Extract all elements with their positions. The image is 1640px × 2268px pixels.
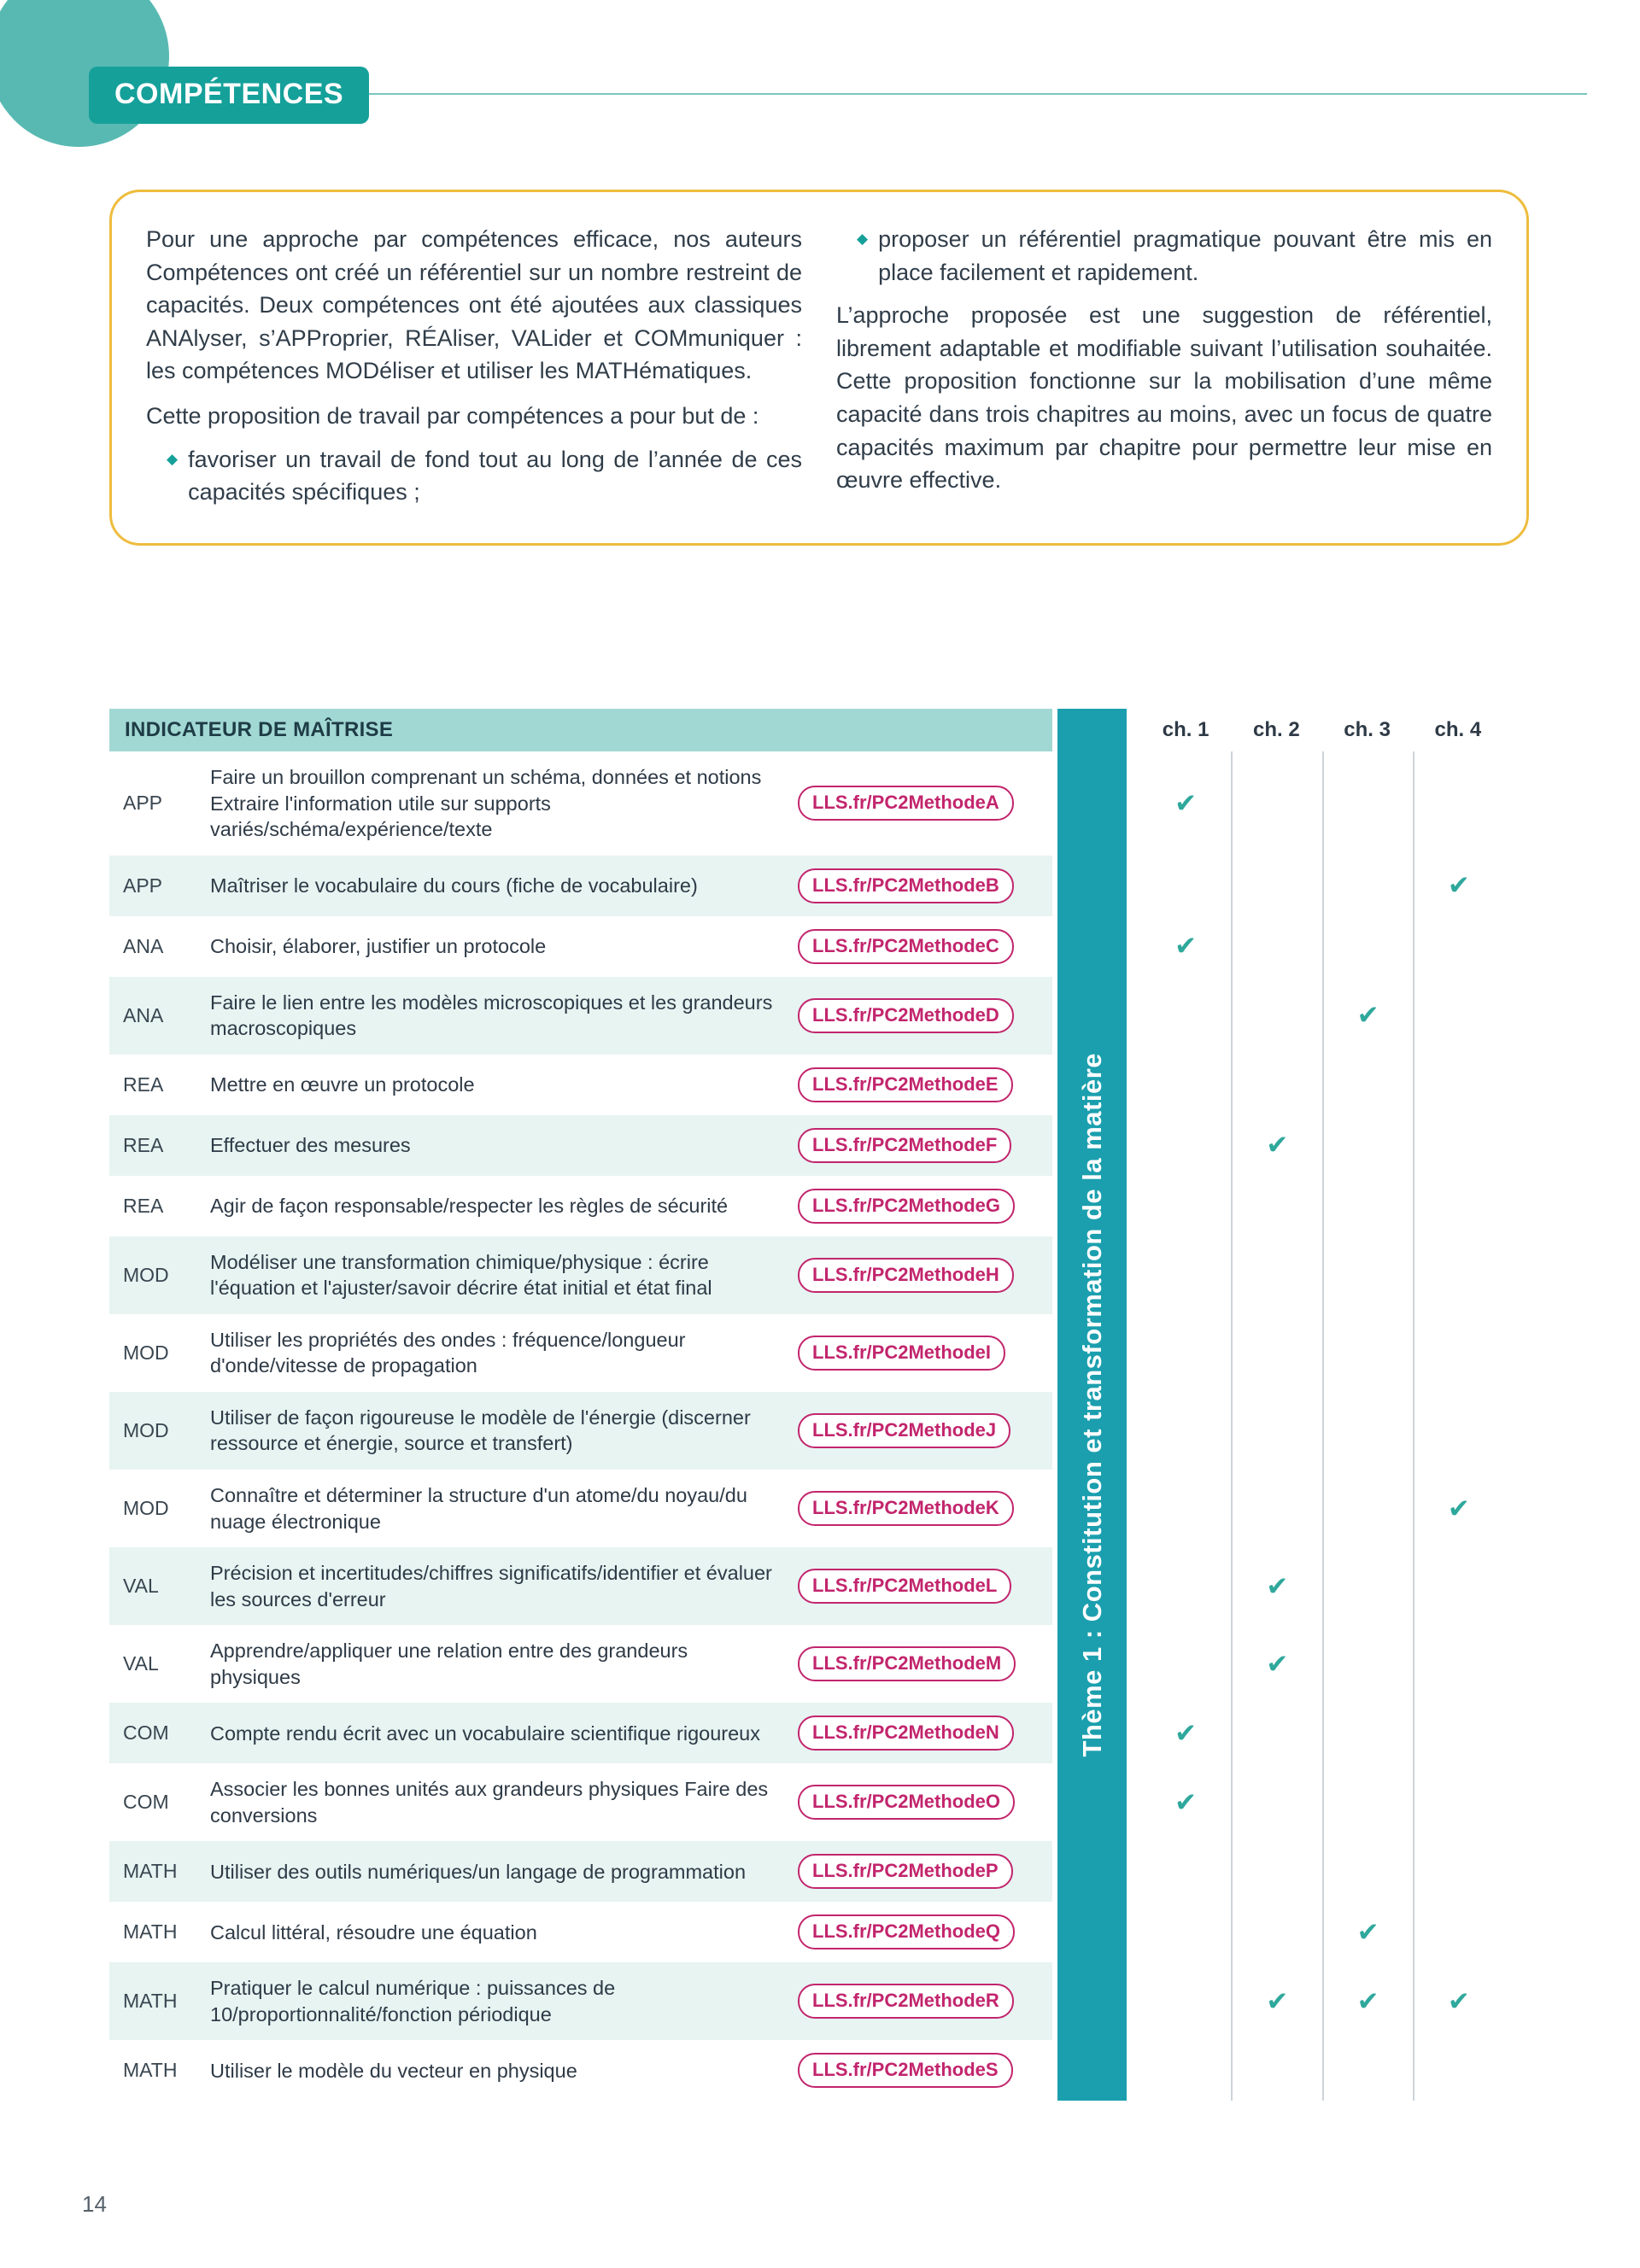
check-cell: [1413, 1902, 1503, 1962]
method-link-pill[interactable]: LLS.fr/PC2MethodeS: [798, 2053, 1013, 2088]
check-icon: ✔: [1322, 977, 1413, 1055]
competency-code: APP: [123, 792, 163, 815]
chapter-column-header: ch. 2: [1253, 718, 1300, 741]
table-row: [109, 1236, 1508, 1314]
bullet-text: proposer un référentiel pragmatique pouvant être mis en place facilement et rapidement.: [878, 226, 1492, 285]
check-cell: [1231, 1703, 1321, 1763]
check-cell: [1413, 1392, 1503, 1470]
indicator-description: Compte rendu écrit avec un vocabulaire scientifique rigoureux: [210, 1721, 760, 1745]
theme-banner: [1057, 709, 1127, 2101]
table-row: [109, 856, 1508, 916]
method-link-pill[interactable]: LLS.fr/PC2MethodeG: [798, 1189, 1015, 1224]
competency-code: MOD: [123, 1418, 169, 1441]
check-cell: [1140, 1841, 1231, 1902]
table-row: [109, 1314, 1508, 1392]
check-cell: [1140, 1236, 1231, 1314]
method-link-pill[interactable]: LLS.fr/PC2MethodeO: [798, 1785, 1015, 1820]
check-icon: ✔: [1174, 931, 1198, 962]
table-row: [109, 916, 1508, 977]
table-row: [109, 1962, 1508, 2040]
check-cell: [1231, 751, 1321, 856]
check-icon: ✔: [1413, 1962, 1503, 2040]
table-row: [109, 1470, 1508, 1547]
theme-banner-label: Thème 1 : Constitution et transformation de la matière: [1076, 1052, 1107, 1757]
check-cell: [1413, 751, 1503, 856]
page-number: 14: [82, 2191, 107, 2217]
check-cell: [1413, 916, 1503, 977]
method-link-pill[interactable]: LLS.fr/PC2MethodeQ: [798, 1914, 1015, 1949]
table-row: [109, 1625, 1508, 1703]
competency-code: APP: [123, 874, 163, 897]
competency-code: MATH: [123, 2059, 178, 2082]
indicator-description: Pratiquer le calcul numérique : puissances de 10/proportionnalité/fonction périodique: [210, 1977, 616, 2025]
competency-code: REA: [123, 1073, 164, 1096]
table-row: [109, 1055, 1508, 1115]
intro-box: [109, 190, 1529, 546]
check-cell: [1140, 1055, 1231, 1115]
indicator-description: Connaître et déterminer la structure d'un atome/du noyau/du nuage électronique: [210, 1484, 747, 1533]
check-cell: [1413, 1841, 1503, 1902]
table-row: [109, 1763, 1508, 1841]
chapter-column-header: ch. 4: [1434, 718, 1482, 741]
check-cell: [1322, 2040, 1413, 2101]
check-cell: [1231, 1314, 1321, 1392]
check-cell: [1322, 1176, 1413, 1236]
check-cell: [1413, 1176, 1503, 1236]
check-cell: [1413, 1547, 1503, 1625]
indicator-description: Associer les bonnes unités aux grandeurs physiques Faire des conversions: [210, 1778, 769, 1827]
check-cell: [1322, 751, 1413, 856]
check-cell: [1413, 1236, 1503, 1314]
check-icon: ✔: [1322, 1962, 1413, 2040]
table-header-title: INDICATEUR DE MAÎTRISE: [109, 709, 1052, 751]
table-row: [109, 1392, 1508, 1470]
check-cell: [1140, 1470, 1231, 1547]
method-link-pill[interactable]: LLS.fr/PC2MethodeP: [798, 1854, 1013, 1889]
intro-bullet-item: [836, 223, 1492, 289]
check-icon: ✔: [1174, 787, 1198, 818]
competency-code: COM: [123, 1791, 169, 1814]
competency-code: MATH: [123, 1860, 178, 1883]
check-cell: [1322, 856, 1413, 916]
indicator-description: Mettre en œuvre un protocole: [210, 1073, 475, 1096]
bullet-text: favoriser un travail de fond tout au long de l’année de ces capacités spécifiques ;: [188, 446, 802, 506]
method-link-pill[interactable]: LLS.fr/PC2MethodeN: [798, 1716, 1014, 1751]
check-cell: [1231, 977, 1321, 1055]
method-link-pill[interactable]: LLS.fr/PC2MethodeC: [798, 929, 1014, 964]
table-row: [109, 977, 1508, 1055]
check-cell: [1413, 1625, 1503, 1703]
competency-code: VAL: [123, 1575, 159, 1598]
check-cell: [1322, 1841, 1413, 1902]
check-cell: [1140, 856, 1231, 916]
indicator-description: Utiliser les propriétés des ondes : fréquence/longueur d'onde/vitesse de propagation: [210, 1328, 686, 1377]
check-icon: ✔: [1174, 1786, 1198, 1817]
check-cell: [1140, 1115, 1231, 1176]
indicator-description: Modéliser une transformation chimique/physique : écrire l'équation et l'ajuster/savoir décrire état initial et état final: [210, 1250, 712, 1300]
check-cell: [1322, 1625, 1413, 1703]
method-link-pill[interactable]: LLS.fr/PC2MethodeK: [798, 1491, 1014, 1526]
competency-code: VAL: [123, 1652, 159, 1675]
indicator-description: Choisir, élaborer, justifier un protocole: [210, 934, 547, 957]
check-cell: [1140, 2040, 1231, 2101]
check-icon: ✔: [1322, 1902, 1413, 1962]
method-link-pill[interactable]: LLS.fr/PC2MethodeF: [798, 1128, 1011, 1163]
intro-left-column: [146, 223, 802, 509]
check-icon: ✔: [1174, 1717, 1198, 1748]
check-cell: [1140, 977, 1231, 1055]
competency-code: MOD: [123, 1497, 169, 1520]
check-icon: ✔: [1413, 1470, 1503, 1547]
check-cell: [1231, 2040, 1321, 2101]
check-icon: ✔: [1231, 1962, 1321, 2040]
competency-code: COM: [123, 1721, 169, 1745]
check-icon: ✔: [1231, 1625, 1321, 1703]
method-link-pill[interactable]: LLS.fr/PC2MethodeL: [798, 1569, 1011, 1604]
check-cell: [1231, 1236, 1321, 1314]
check-cell: [1322, 1314, 1413, 1392]
check-icon: ✔: [1413, 856, 1503, 916]
check-cell: [1140, 1625, 1231, 1703]
method-link-pill[interactable]: LLS.fr/PC2MethodeR: [798, 1984, 1014, 2019]
check-icon: ✔: [1231, 1115, 1321, 1176]
method-link-pill[interactable]: LLS.fr/PC2MethodeA: [798, 786, 1014, 821]
check-cell: [1231, 856, 1321, 916]
table-row: [109, 1703, 1508, 1763]
page-title-badge: COMPÉTENCES: [89, 67, 369, 124]
diamond-bullet-icon: ◆: [857, 231, 869, 247]
check-cell: [1231, 1055, 1321, 1115]
indicator-description: Calcul littéral, résoudre une équation: [210, 1920, 537, 1944]
check-cell: [1322, 1115, 1413, 1176]
method-link-pill[interactable]: LLS.fr/PC2MethodeJ: [798, 1413, 1010, 1448]
competency-code: REA: [123, 1194, 164, 1217]
check-cell: [1413, 1703, 1503, 1763]
check-cell: [1413, 2040, 1503, 2101]
table-row: [109, 1841, 1508, 1902]
competency-code: REA: [123, 1133, 164, 1156]
method-link-pill[interactable]: LLS.fr/PC2MethodeD: [798, 998, 1014, 1033]
check-cell: [1322, 1392, 1413, 1470]
check-cell: [1140, 1176, 1231, 1236]
indicator-description: Utiliser de façon rigoureuse le modèle de l'énergie (discerner ressource et énergie, source et transfert): [210, 1406, 751, 1455]
check-cell: [1231, 1392, 1321, 1470]
indicator-description: Agir de façon responsable/respecter les règles de sécurité: [210, 1194, 729, 1217]
competency-code: ANA: [123, 934, 164, 957]
check-cell: [1322, 1236, 1413, 1314]
check-cell: [1231, 1841, 1321, 1902]
table-row: [109, 1115, 1508, 1176]
check-cell: [1231, 916, 1321, 977]
check-cell: [1322, 1763, 1413, 1841]
chapter-column-header: ch. 1: [1162, 718, 1210, 741]
check-cell: [1140, 1962, 1231, 2040]
table-row: [109, 1547, 1508, 1625]
check-cell: [1140, 1902, 1231, 1962]
check-cell: [1231, 1763, 1321, 1841]
indicator-description: Utiliser des outils numériques/un langage de programmation: [210, 1860, 747, 1883]
indicator-description: Apprendre/appliquer une relation entre des grandeurs physiques: [210, 1640, 688, 1688]
table-row: [109, 751, 1508, 856]
table-body: [109, 751, 1508, 2101]
check-cell: [1231, 1902, 1321, 1962]
check-cell: [1322, 916, 1413, 977]
table-row: [109, 1902, 1508, 1962]
check-cell: [1322, 1470, 1413, 1547]
intro-right-column: [836, 223, 1492, 509]
method-link-pill[interactable]: LLS.fr/PC2MethodeM: [798, 1646, 1016, 1681]
diamond-bullet-icon: ◆: [167, 450, 179, 467]
intro-paragraph: Pour une approche par compétences efficace, nos auteurs Compétences ont créé un référentiel sur un nombre restreint de capacités. Deux compétences ont été ajoutées aux classiques ANAlyser, s’APProprier, RÉAliser, VALider et COMmuniquer : les compétences MODéliser et utiliser les MATHématiques.: [146, 226, 802, 384]
check-cell: [1322, 1055, 1413, 1115]
check-cell: [1140, 1547, 1231, 1625]
indicator-description: Utiliser le modèle du vecteur en physique: [210, 2059, 577, 2082]
intro-bullet-item: [146, 443, 802, 509]
check-cell: [1140, 1314, 1231, 1392]
check-cell: [1231, 1470, 1321, 1547]
indicator-description: Faire un brouillon comprenant un schéma, données et notions Extraire l'information utile sur supports variés/schéma/expérience/texte: [210, 766, 762, 841]
check-cell: [1231, 1176, 1321, 1236]
check-cell: [1322, 1547, 1413, 1625]
competency-code: MOD: [123, 1341, 169, 1364]
table-row: [109, 2040, 1508, 2101]
competency-code: ANA: [123, 1003, 164, 1026]
check-cell: [1322, 1703, 1413, 1763]
indicator-description: Faire le lien entre les modèles microscopiques et les grandeurs macroscopiques: [210, 991, 773, 1040]
indicator-description: Précision et incertitudes/chiffres significatifs/identifier et évaluer les sources d'erreur: [210, 1562, 772, 1610]
competency-code: MATH: [123, 1990, 178, 2013]
check-cell: [1413, 977, 1503, 1055]
method-link-pill[interactable]: LLS.fr/PC2MethodeE: [798, 1067, 1013, 1102]
check-cell: [1413, 1763, 1503, 1841]
indicator-description: Effectuer des mesures: [210, 1133, 411, 1156]
method-link-pill[interactable]: LLS.fr/PC2MethodeI: [798, 1336, 1005, 1371]
competency-code: MOD: [123, 1263, 169, 1286]
method-link-pill[interactable]: LLS.fr/PC2MethodeH: [798, 1258, 1014, 1293]
check-icon: ✔: [1231, 1547, 1321, 1625]
check-cell: [1413, 1115, 1503, 1176]
competency-code: MATH: [123, 1920, 178, 1944]
table-header-row: [109, 709, 1508, 751]
check-cell: [1140, 1392, 1231, 1470]
intro-paragraph: L’approche proposée est une suggestion de référentiel, librement adaptable et modifiable suivant l’utilisation souhaitée. Cette proposition fonctionne sur la mobilisation d’une même capacité dans trois chapitres au moins, avec un focus de quatre capacités maximum par chapitre pour permettre leur mise en œuvre effective.: [836, 302, 1492, 494]
check-cell: [1413, 1314, 1503, 1392]
indicator-description: Maîtriser le vocabulaire du cours (fiche de vocabulaire): [210, 874, 698, 897]
check-cell: [1413, 1055, 1503, 1115]
chapter-column-header: ch. 3: [1344, 718, 1391, 741]
table-row: [109, 1176, 1508, 1236]
intro-paragraph: Cette proposition de travail par compétences a pour but de :: [146, 403, 759, 430]
method-link-pill[interactable]: LLS.fr/PC2MethodeB: [798, 868, 1014, 903]
mastery-table: [109, 709, 1508, 2101]
